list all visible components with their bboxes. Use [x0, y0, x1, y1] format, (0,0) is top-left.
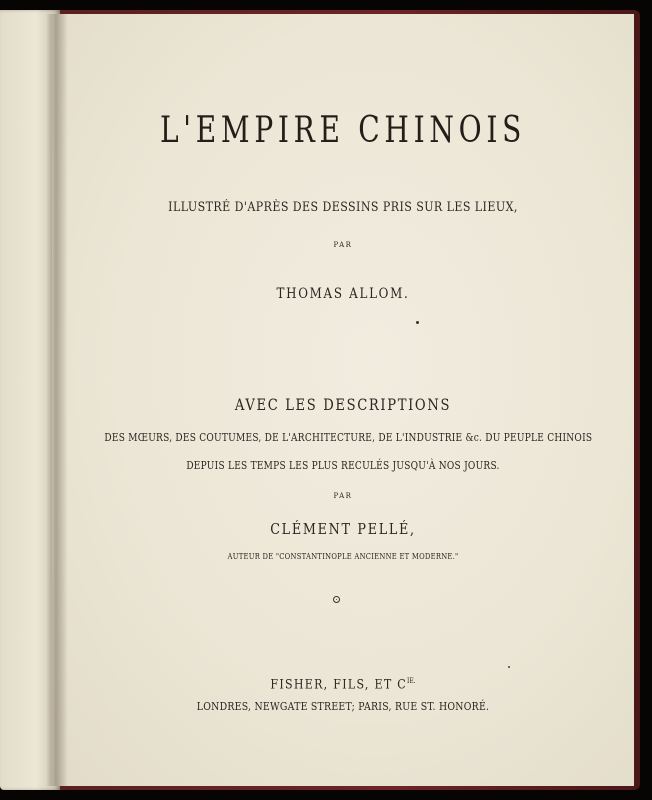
descriptions-heading: AVEC LES DESCRIPTIONS: [234, 395, 452, 414]
page-gutter-shadow: [46, 14, 68, 786]
book-title: L'EMPIRE CHINOIS: [159, 110, 527, 151]
book-subtitle: ILLUSTRÉ D'APRÈS DES DESSINS PRIS SUR LES LIEUX,: [168, 200, 518, 215]
publisher-name: FISHER, FILS, ET C: [270, 677, 407, 693]
ink-speck-2: [508, 666, 510, 668]
publisher: [96, 677, 591, 692]
ink-speck: [416, 321, 419, 324]
publisher-superscript: IE.: [406, 677, 416, 685]
ornament-icon: [333, 596, 340, 603]
descriptions-line-2: DEPUIS LES TEMPS LES PLUS RECULÉS JUSQU'À NOS JOURS.: [186, 459, 500, 472]
author-note: AUTEUR DE "CONSTANTINOPLE ANCIENNE ET MODERNE.": [227, 552, 459, 561]
illustrator-name: THOMAS ALLOM.: [276, 286, 410, 302]
title-page: [52, 14, 634, 786]
author-name: CLÉMENT PELLÉ,: [270, 520, 416, 538]
descriptions-line-1: DES MŒURS, DES COUTUMES, DE L'ARCHITECTURE, DE L'INDUSTRIE &c. DU PEUPLE CHINOIS: [104, 431, 593, 444]
par-label-1: PAR: [333, 241, 353, 249]
par-label-2: PAR: [333, 492, 353, 500]
publisher-address: LONDRES, NEWGATE STREET; PARIS, RUE ST. HONORÉ.: [196, 700, 490, 713]
